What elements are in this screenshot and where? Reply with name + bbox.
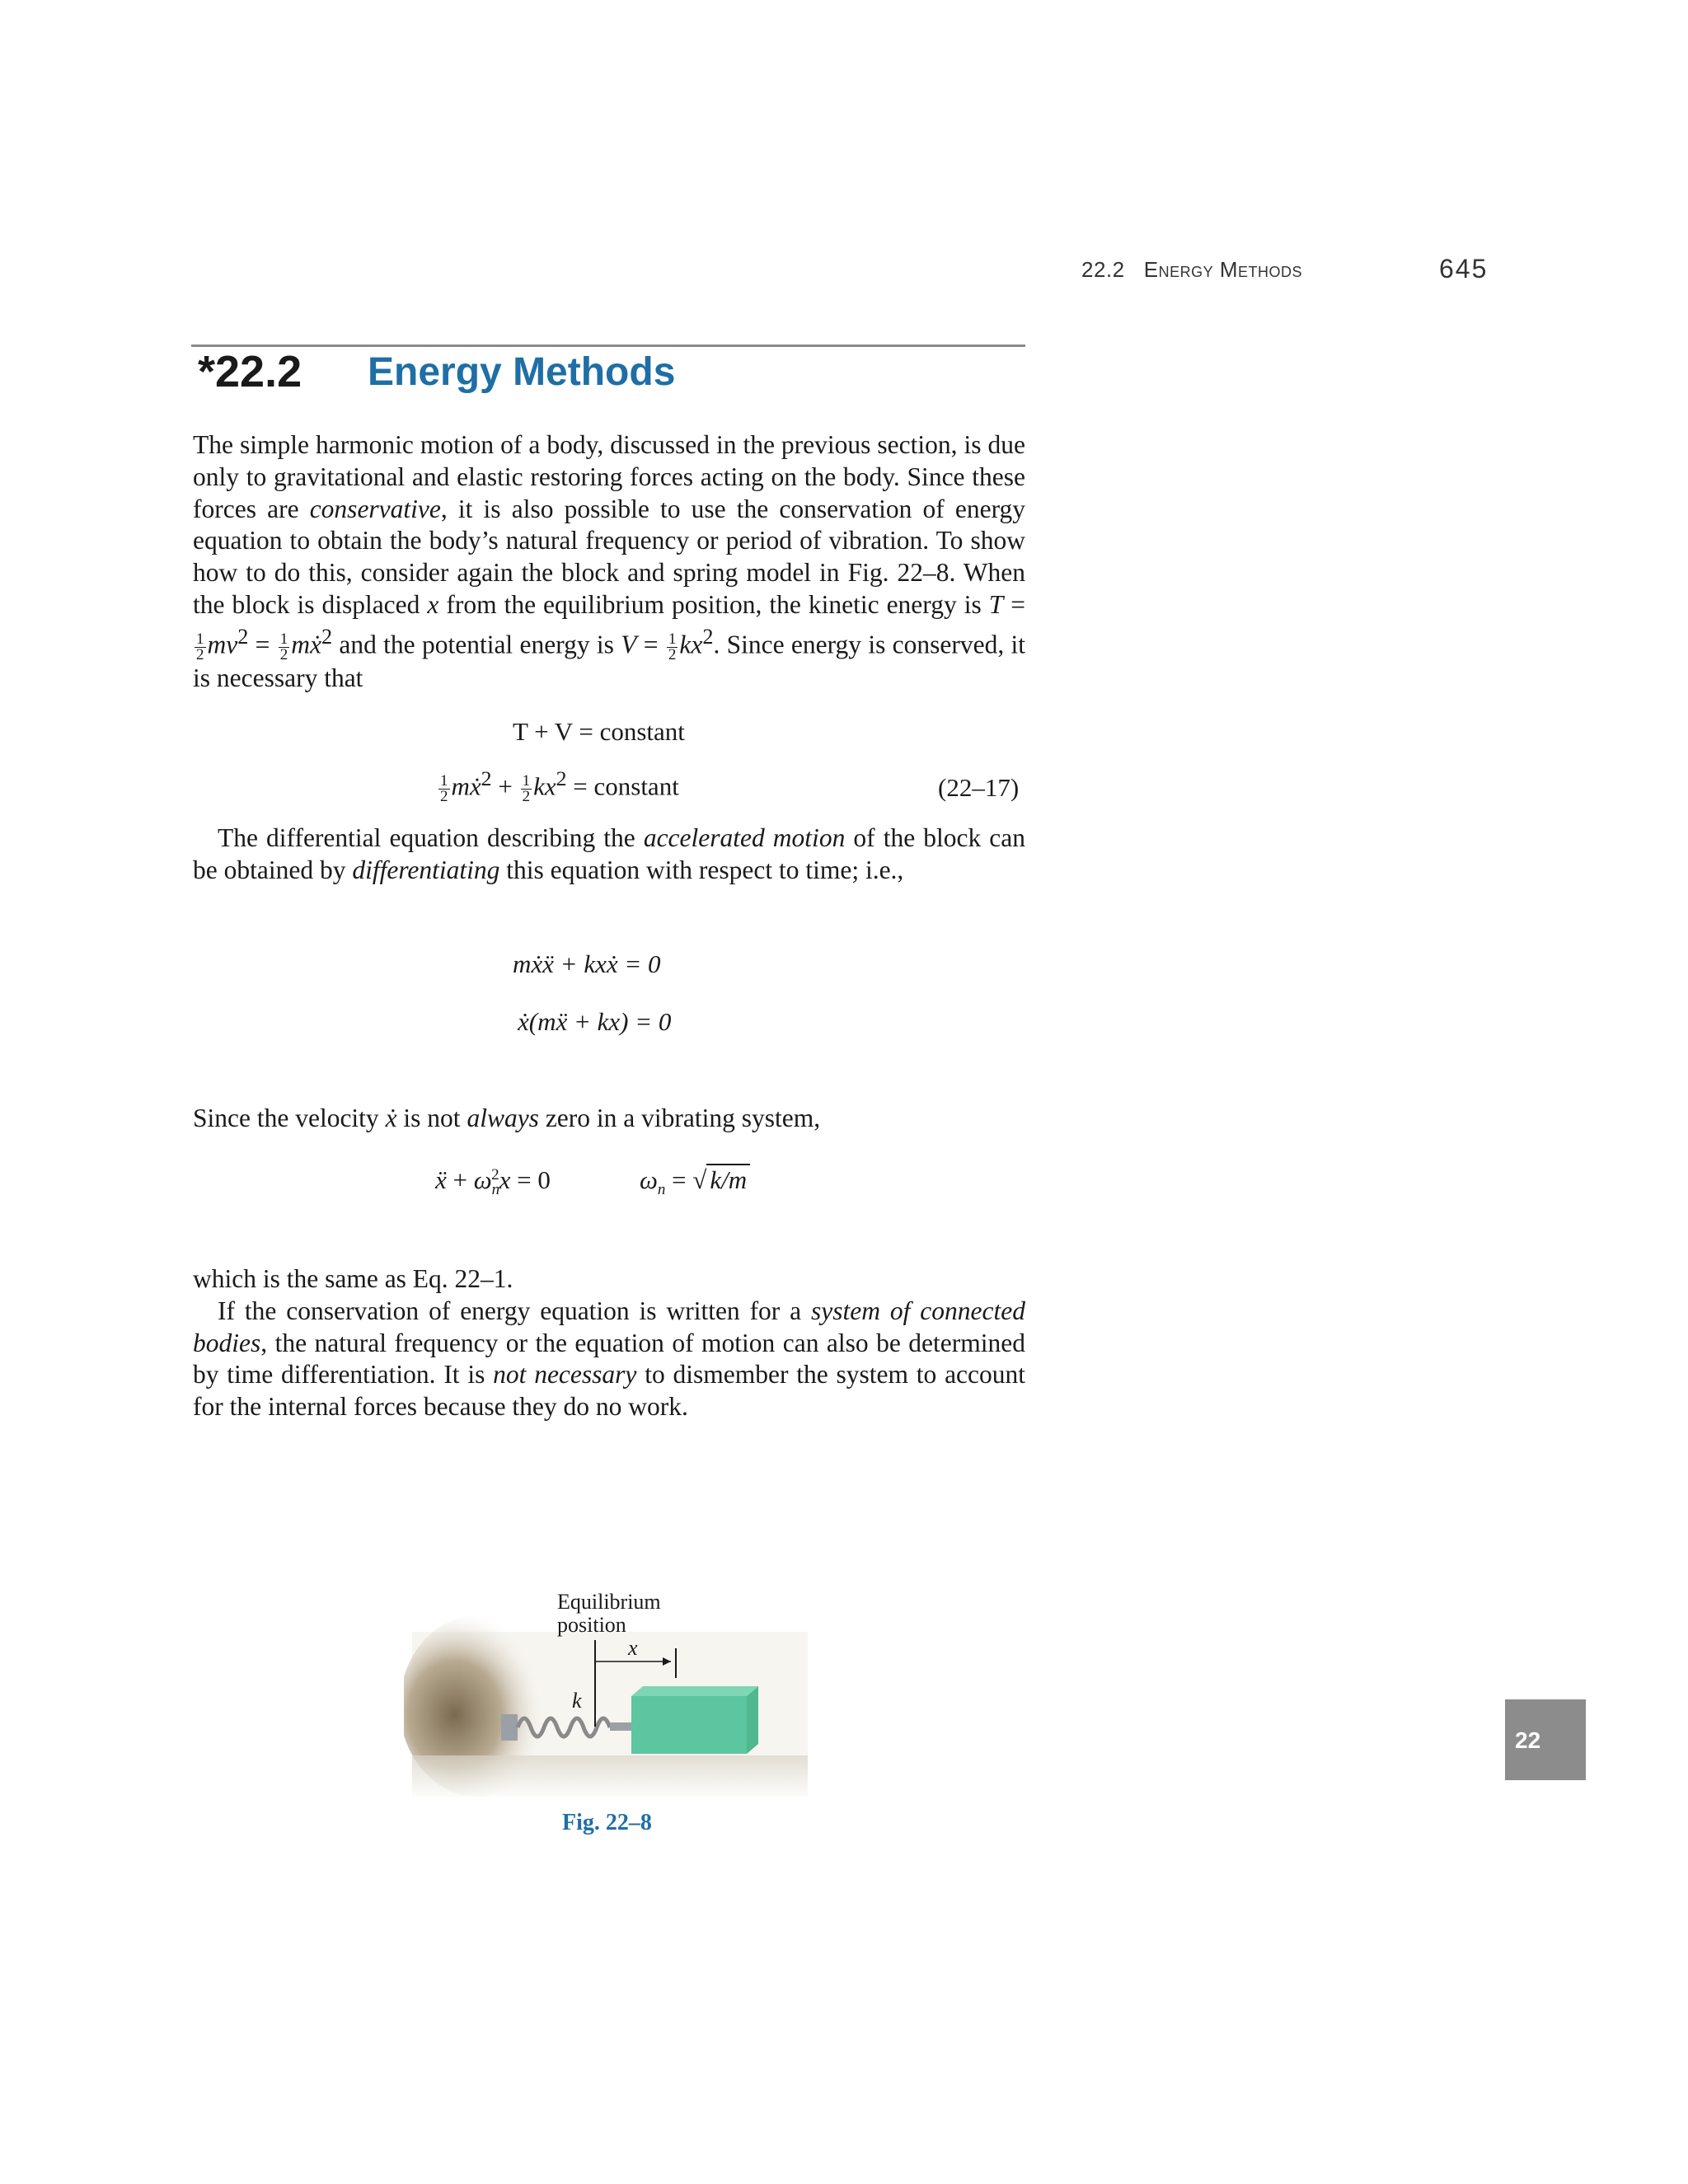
paragraph-connected-bodies: [193, 1263, 1025, 1423]
text: , the natural frequency or the equation of motion can also be determined by time differentiation. It is: [193, 1328, 1025, 1390]
text: and the potential energy is: [332, 630, 621, 659]
math-x: x: [427, 589, 439, 619]
block: [631, 1696, 747, 1754]
section-title: Energy Methods: [368, 350, 676, 394]
text: Since the velocity: [193, 1104, 386, 1132]
text: this equation with respect to time; i.e.,: [499, 855, 904, 884]
emphasis: accelerated motion: [643, 823, 846, 852]
page-number: 645: [1439, 254, 1489, 284]
text: The differential equation describing the: [218, 823, 644, 852]
paragraph-intro: The simple harmonic motion of a body, discussed in the previous section, is due only to gravitational and elastic restoring forces acting on the body. Since these forces are conservative, it is also possible to use the conservation of energy equation to obtain the body’s natural frequency or period of vibration. To show how to do this, consider again the block and spring model in Fig. 22–8. When the block is displaced x from the equilibrium position, the kinetic energy is T = $\frac{1}{2}$ $mv^2$ = $\frac{1}{2}$ mẋ$^2$ and the potential energy is V = $\frac{1}{2}$ $kx^2$. Since energy is conserved, it is necessary that: [193, 430, 1026, 692]
equation-energy-constant: T + V = constant: [513, 717, 685, 746]
label-x: x: [628, 1636, 638, 1660]
text: The simple harmonic motion of a body, discussed in the previous section, is due only to gravitational and elastic restoring forces acting on the body. Since these forces are: [193, 430, 1025, 523]
emphasis: always: [467, 1104, 539, 1132]
chapter-tab-label: 22: [1515, 1727, 1541, 1753]
figure-block-spring: [404, 1590, 816, 1846]
omega-symbol: ω: [640, 1165, 658, 1194]
text: , it is also possible to use the conservation of energy equation to obtain the body’s natural frequency or period of vibration. To show how to do this, consider again the block and spring model in Fig. 22–8. When the block is displaced: [193, 494, 1025, 619]
emphasis: system of connected bodies: [193, 1296, 1025, 1357]
equation-number: (22–17): [938, 773, 1020, 802]
chapter-tab: [1505, 1699, 1586, 1780]
fraction-half: $\frac{1}{2}$: [279, 630, 288, 663]
section-number: *22.2: [198, 347, 302, 396]
figure-caption: Fig. 22–8: [562, 1810, 652, 1835]
text: which is the same as Eq. 22–1.: [193, 1264, 513, 1293]
equation-natural-frequency: $\omega_n$ = √ k/m: [640, 1165, 750, 1199]
text: . Since energy is conserved, it is necessary that: [193, 630, 1026, 692]
emphasis: not necessary: [493, 1360, 637, 1390]
text: to dismember the system to account for the internal forces because they do no work.: [193, 1360, 1026, 1422]
paragraph-differential: [193, 823, 1025, 887]
text: If the conservation of energy equation is written for a: [218, 1296, 812, 1325]
running-head: [1081, 257, 1493, 283]
floor: [412, 1755, 808, 1797]
text: of the block can be obtained by: [193, 823, 1026, 884]
text-block: [193, 1296, 1025, 1423]
spring-rod: [610, 1722, 635, 1731]
math-kinetic-energy: T: [988, 589, 1004, 619]
fraction-half: $\frac{1}{2}$: [196, 630, 204, 663]
equation-factored: ẋ(mẍ + kx) = 0: [518, 1007, 672, 1036]
text: zero in a vibrating system,: [538, 1104, 821, 1132]
equation-22-17: $\frac{1}{2}$ mẋ$^2$ + $\frac{1}{2}$ $kx^2$ = constant: [440, 766, 679, 805]
equation-derivative: mẋẍ + kxẋ = 0: [513, 949, 661, 978]
emphasis: differentiating: [352, 855, 500, 884]
equation-rest: = constant: [573, 771, 679, 801]
fraction-half: $\frac{1}{2}$: [668, 630, 677, 663]
block-top: [631, 1686, 758, 1696]
emphasis: conservative: [309, 494, 441, 523]
paragraph-velocity: [193, 1103, 1025, 1135]
equation-equals-zero: = 0: [517, 1165, 551, 1194]
wall-mount: [501, 1714, 518, 1741]
omega-subscript: n: [657, 1181, 666, 1199]
equation-harmonic: ẍ + $\omega_n^2x = 0$: [435, 1165, 551, 1199]
label-equilibrium: Equilibrium: [557, 1590, 661, 1614]
section-rule: [191, 344, 1025, 347]
math-potential-energy: V: [621, 630, 637, 659]
text: is not: [396, 1104, 467, 1132]
label-position: position: [557, 1613, 626, 1637]
running-head-title: Energy Methods: [1143, 257, 1303, 282]
radicand: k/m: [706, 1164, 750, 1194]
text: from the equilibrium position, the kinetic energy is: [438, 589, 989, 619]
label-k: k: [572, 1689, 582, 1713]
equals-sign: =: [672, 1165, 687, 1194]
running-head-section: 22.2: [1081, 257, 1125, 282]
math-x-dot: ẋ: [385, 1104, 397, 1132]
